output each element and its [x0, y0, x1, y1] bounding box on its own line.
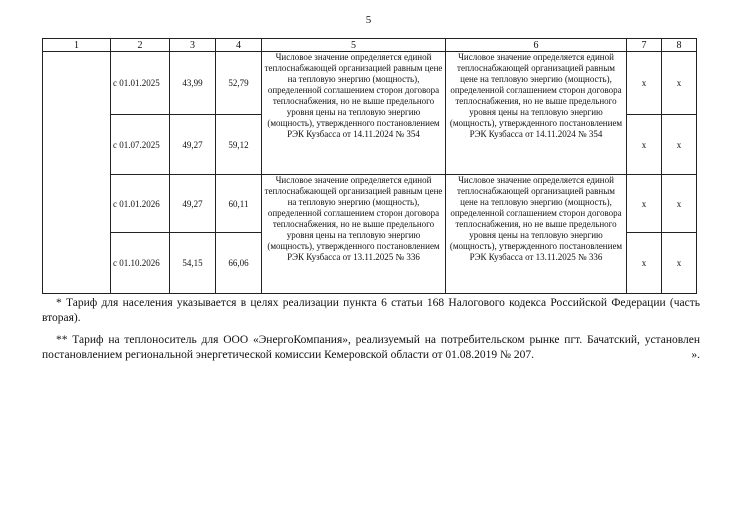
header-row	[43, 39, 697, 52]
x-cell: x	[662, 115, 697, 175]
date-cell: с 01.07.2025	[111, 115, 170, 175]
col-header-2: 2	[111, 39, 170, 52]
x-cell: x	[662, 52, 697, 115]
col-header-4: 4	[216, 39, 262, 52]
table-row	[43, 52, 697, 115]
description-cell: Числовое значение определяется единой теплоснабжающей организацией равным цене на тепловую энергию (мощность), определенной соглашением сторон договора теплоснабжения, но не выше предельного уровня цены на тепловую энергию (мощность), утвержденного постановлением РЭК Кузбасса от 14.11.2024 № 354	[262, 52, 446, 175]
x-cell: x	[662, 175, 697, 233]
empty-cell	[43, 52, 111, 294]
value-cell: 43,99	[170, 52, 216, 115]
footnote-2-text: ** Тариф на теплоноситель для ООО «ЭнергоКомпания», реализуемый на потребительском рынке пгт. Бачатский, установлен постановлением региональной энергетической комиссии Кемеровской области от 01.08.2019 № 207.	[42, 334, 700, 361]
x-cell: x	[662, 233, 697, 294]
table-row	[43, 175, 697, 233]
description-cell: Числовое значение определяется единой теплоснабжающей организацией равным цене на тепловую энергию (мощность), определенной соглашением сторон договора теплоснабжения, но не выше предельного уровня цены на тепловую энергию (мощность), утвержденного постановлением РЭК Кузбасса от 13.11.2025 № 336	[262, 175, 446, 294]
value-cell: 49,27	[170, 175, 216, 233]
end-quote: ».	[691, 349, 700, 361]
value-cell: 66,06	[216, 233, 262, 294]
description-cell: Числовое значение определяется единой теплоснабжающей организацией равным цене на тепловую энергию (мощность), определенной соглашением сторон договора теплоснабжения, но не выше предельного уровня цены на тепловую энергию (мощность), утвержденного постановлением РЭК Кузбасса от 13.11.2025 № 336	[446, 175, 627, 294]
footnote-2	[42, 333, 700, 363]
value-cell: 54,15	[170, 233, 216, 294]
value-cell: 49,27	[170, 115, 216, 175]
col-header-1: 1	[43, 39, 111, 52]
col-header-5: 5	[262, 39, 446, 52]
date-cell: с 01.10.2026	[111, 233, 170, 294]
footnotes	[42, 296, 700, 363]
col-header-7: 7	[627, 39, 662, 52]
date-cell: с 01.01.2026	[111, 175, 170, 233]
col-header-6: 6	[446, 39, 627, 52]
x-cell: x	[627, 175, 662, 233]
x-cell: x	[627, 52, 662, 115]
x-cell: x	[627, 115, 662, 175]
description-cell: Числовое значение определяется единой теплоснабжающей организацией равным цене на тепловую энергию (мощность), определенной соглашением сторон договора теплоснабжения, но не выше предельного уровня цены на тепловую энергию (мощность), утвержденного постановлением РЭК Кузбасса от 14.11.2024 № 354	[446, 52, 627, 175]
tariff-table	[42, 38, 697, 294]
page-number: 5	[365, 14, 372, 26]
date-cell: с 01.01.2025	[111, 52, 170, 115]
col-header-3: 3	[170, 39, 216, 52]
value-cell: 60,11	[216, 175, 262, 233]
value-cell: 59,12	[216, 115, 262, 175]
value-cell: 52,79	[216, 52, 262, 115]
col-header-8: 8	[662, 39, 697, 52]
x-cell: x	[627, 233, 662, 294]
footnote-1: * Тариф для населения указывается в целях реализации пункта 6 статьи 168 Налогового кодекса Российской Федерации (часть вторая).	[42, 297, 700, 324]
